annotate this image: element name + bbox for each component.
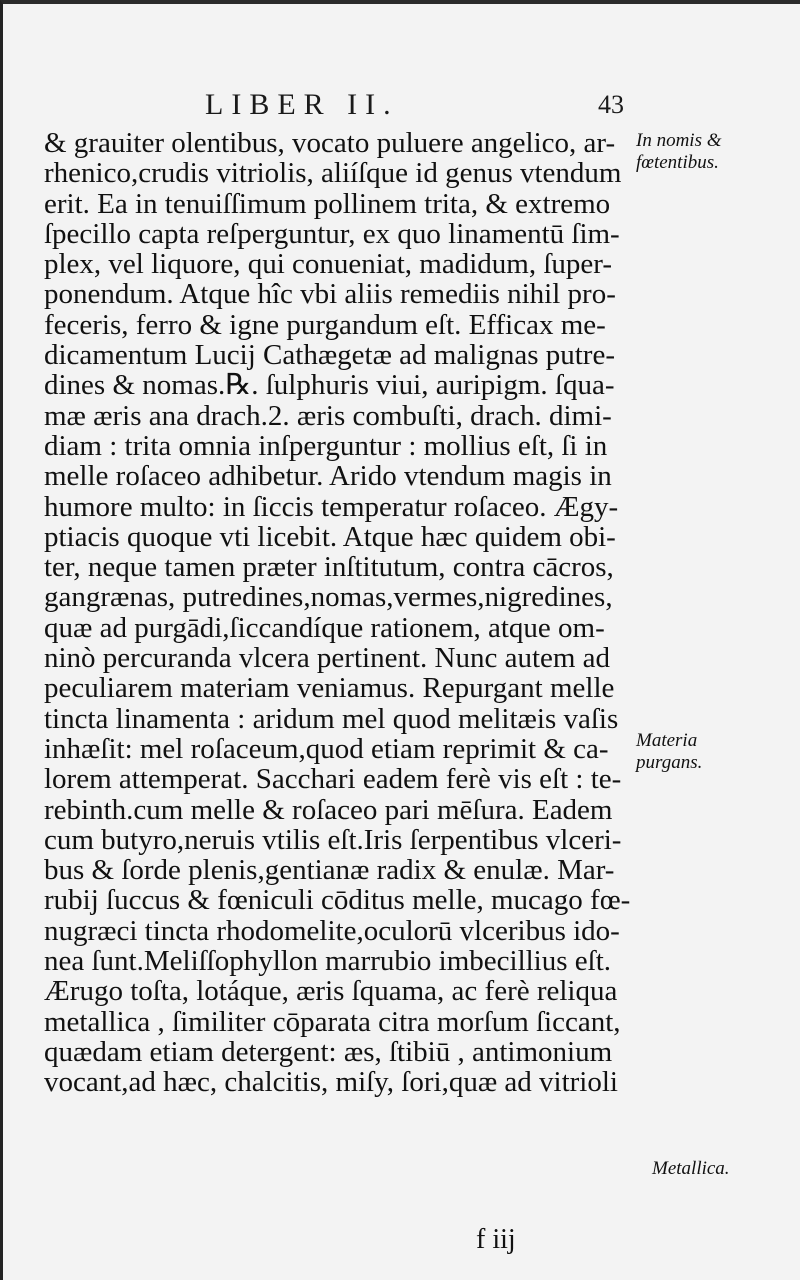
- running-title: LIBER II.: [205, 88, 399, 121]
- marginal-note-nomis: [636, 130, 722, 174]
- text-line: ter, neque tamen præter inſtitutum, contra cācros,: [44, 552, 614, 583]
- text-line: nea ſunt.Meliſſophyllon marrubio imbecillius eſt.: [44, 946, 612, 977]
- text-line: metallica , ſimiliter cōparata citra morſum ſiccant,: [44, 1006, 621, 1037]
- marginal-note-line: Materia: [636, 730, 698, 751]
- text-line: dicamentum Lucij Cathægetæ ad malignas putre-: [44, 340, 615, 371]
- text-line: rebinth.cum melle & roſaceo pari mēſura. Eadem: [44, 794, 613, 825]
- running-head: [0, 88, 800, 128]
- main-text-block: [44, 128, 634, 1098]
- marginal-note-line: fœtentibus.: [636, 152, 719, 173]
- text-line: inhæſit: mel roſaceum,quod etiam reprimit & ca-: [44, 733, 609, 765]
- text-line: erit. Ea in tenuiſſimum pollinem trita, & extremo: [44, 188, 611, 219]
- text-line: ſpecillo capta reſperguntur, ex quo linamentū ſim-: [44, 218, 620, 250]
- text-line: gangrænas, putredines,nomas,vermes,nigredines,: [44, 582, 613, 613]
- marginal-note-materia: [636, 730, 702, 774]
- text-line: plex, vel liquore, qui conueniat, madidum, ſuper-: [44, 249, 612, 280]
- text-line: & grauiter olentibus, vocato puluere angelico, ar-: [44, 128, 616, 159]
- text-line: peculiarem materiam veniamus. Repurgant melle: [44, 673, 615, 704]
- text-line: mæ æris ana drach.2. æris combuſti, drach. dimi-: [44, 400, 612, 431]
- marginal-note-metallica: [652, 1158, 730, 1180]
- signature-mark: f iij: [476, 1224, 516, 1255]
- marginal-note-line: In nomis &: [636, 130, 722, 151]
- text-line: quæ ad purgādi,ſiccandíque rationem, atque om-: [44, 612, 605, 644]
- text-line: Ærugo toſta, lotáque, æris ſquama, ac ferè reliqua: [44, 976, 618, 1007]
- text-line: feceris, ferro & igne purgandum eſt. Efficax me-: [44, 309, 606, 341]
- text-line: ptiacis quoque vti licebit. Atque hæc quidem obi-: [44, 521, 616, 553]
- text-line: dines & nomas.℞. ſulphuris viui, auripigm. ſqua-: [44, 370, 615, 401]
- text-line: lorem attemperat. Sacchari eadem ferè vis eſt : te-: [44, 764, 622, 795]
- text-line: humore multo: in ſiccis temperatur roſaceo. Ægy-: [44, 491, 619, 522]
- text-line: vocant,ad hæc, chalcitis, miſy, ſori,quæ ad vitrioli: [44, 1067, 618, 1098]
- text-line: ponendum. Atque hîc vbi aliis remediis nihil pro-: [44, 279, 616, 310]
- text-line: rhenico,crudis vitriolis, aliíſque id genus vtendum: [44, 158, 622, 189]
- text-line: bus & ſorde plenis,gentianæ radix & enulæ. Mar-: [44, 855, 615, 886]
- text-line: nugræci tincta rhodomelite,oculorū vlceribus ido-: [44, 915, 620, 947]
- text-line: quædam etiam detergent: æs, ſtibiū , antimonium: [44, 1036, 613, 1068]
- marginal-note-line: purgans.: [636, 752, 703, 773]
- page-number: 43: [598, 90, 624, 119]
- text-line: ninò percuranda vlcera pertinent. Nunc autem ad: [44, 643, 611, 674]
- text-line: diam : trita omnia inſperguntur : mollius eſt, ſi in: [44, 430, 608, 462]
- text-line: tincta linamenta : aridum mel quod melitæis vaſis: [44, 703, 619, 734]
- text-line: cum butyro,neruis vtilis eſt.Iris ſerpentibus vlceri-: [44, 824, 622, 856]
- text-line: melle roſaceo adhibetur. Arido vtendum magis in: [44, 461, 612, 492]
- text-line: rubij ſuccus & fœniculi cōditus melle, mucago fœ-: [44, 885, 631, 916]
- marginal-note-line: Metallica.: [652, 1158, 730, 1179]
